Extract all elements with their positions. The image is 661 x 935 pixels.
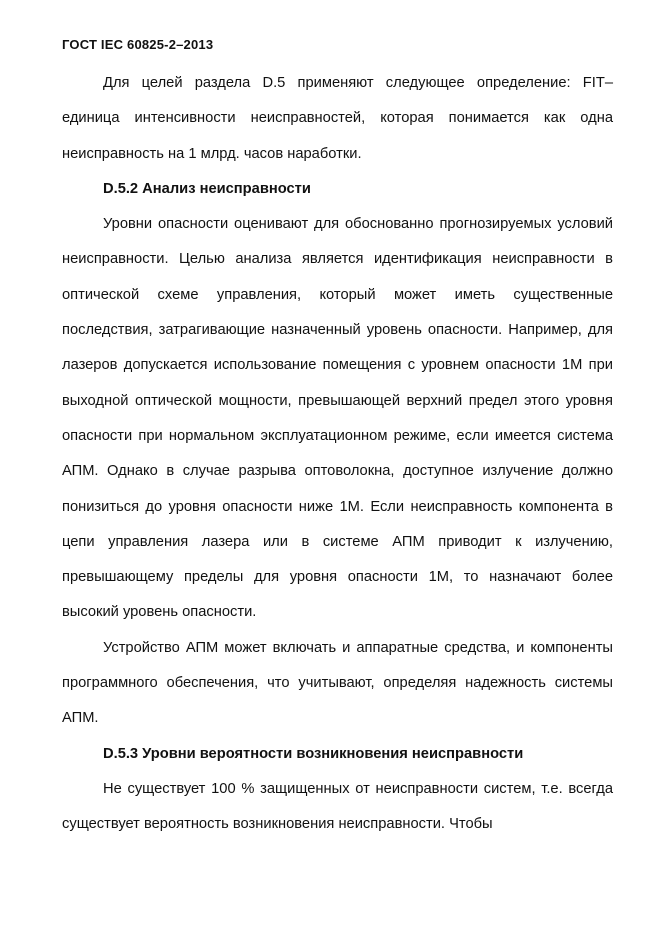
section-heading-d52: D.5.2 Анализ неисправности: [103, 180, 311, 197]
paragraph-failure-probability: Не существует 100 % защищенных от неисправности систем, т.е. всегда существует вероятность возникновения неисправности. Чтобы: [62, 780, 613, 833]
paragraph-fit-definition: Для целей раздела D.5 применяют следующее определение: FIT– единица интенсивности неисправностей, которая понимается как одна неисправность на 1 млрд. часов наработки.: [62, 75, 613, 162]
document-header: ГОСТ IEC 60825-2–2013: [62, 37, 214, 52]
paragraph-apm-device: Устройство АПМ может включать и аппаратные средства, и компоненты программного обеспечения, что учитывают, определяя надежность системы АПМ.: [62, 639, 613, 727]
section-heading-d53: D.5.3 Уровни вероятности возникновения неисправности: [103, 745, 524, 762]
document-body: [62, 66, 613, 843]
paragraph-hazard-levels: Уровни опасности оценивают для обоснованно прогнозируемых условий неисправности. Целью анализа является идентификация неисправности в оптической схеме управления, который может иметь существенные последствия, затрагивающие назначенный уровень опасности. Например, для лазеров допускается использование помещения с уровнем опасности 1М при выходной оптической мощности, превышающей верхний предел этого уровня опасности при нормальном эксплуатационном режиме, если имеется система АПМ. Однако в случае разрыва оптоволокна, доступное излучение должно понизиться до уровня опасности ниже 1М. Если неисправность компонента в цепи управления лазера или в системе АПМ приводит к излучению, превышающему пределы для уровня опасности 1М, то назначают более высокий уровень опасности.: [62, 216, 613, 621]
